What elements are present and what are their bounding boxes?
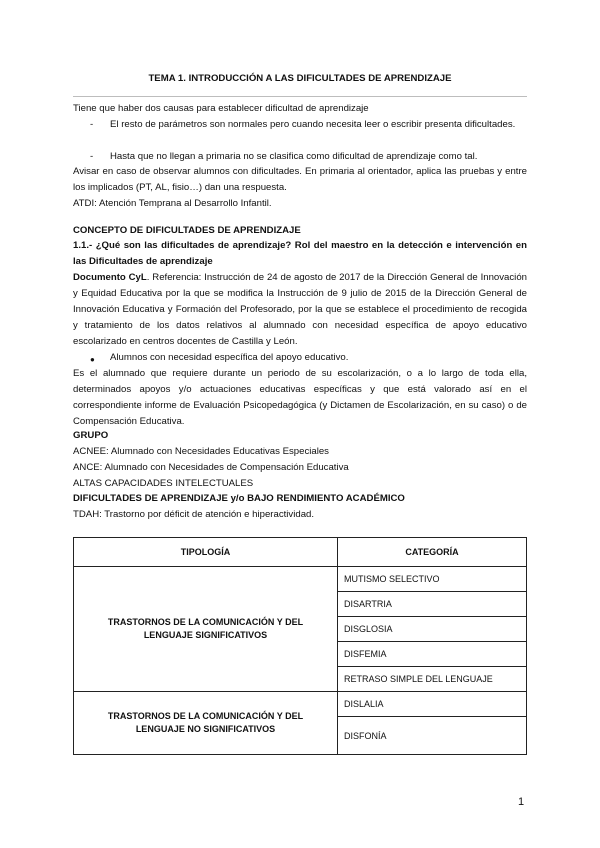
tipologia-table <box>73 537 527 755</box>
atdi-line: ATDI: Atención Temprana al Desarrollo Infantil. <box>73 198 272 209</box>
intro-item-2: Hasta que no llegan a primaria no se clasifica como dificultad de aprendizaje como tal. <box>110 151 478 162</box>
documento-paragraph <box>73 270 527 350</box>
documento-text: . Referencia: Instrucción de 24 de agosto de 2017 de la Dirección General de Innovación y Equidad Educativa por la que se modifica la Instrucción de 9 julio de 2015 de la Dirección General de Innovación Educativa y Formación del Profesorado, por la que se establece el procedimiento de recogida y tratamiento de los datos relativos al alumnado con necesidad específica de apoyo educativo escolarizado en centros docentes de Castilla y León. <box>73 272 527 347</box>
bullet-icon: ● <box>90 355 95 364</box>
acnee-line: ACNEE: Alumnado con Necesidades Educativas Especiales <box>73 446 329 457</box>
intro-item-1: El resto de parámetros son normales pero cuando necesita leer o escribir presenta dificultades. <box>110 119 516 130</box>
table-row <box>74 567 527 592</box>
title-divider <box>73 96 527 97</box>
grupo-heading: GRUPO <box>73 430 109 441</box>
dash-marker: - <box>90 119 94 130</box>
categoria-cell: DISFEMIA <box>338 642 527 667</box>
table-header: CATEGORÍA <box>338 538 527 567</box>
tdah-line: TDAH: Trastorno por déficit de atención e hiperactividad. <box>73 509 315 520</box>
categoria-cell: DISARTRIA <box>338 592 527 617</box>
tipologia-cell: TRASTORNOS DE LA COMUNICACIÓN Y DEL LENGUAJE NO SIGNIFICATIVOS <box>74 692 338 755</box>
categoria-cell: MUTISMO SELECTIVO <box>338 567 527 592</box>
table-header-row <box>74 538 527 567</box>
bullet-item: Alumnos con necesidad específica del apoyo educativo. <box>110 352 349 363</box>
table-header: TIPOLOGÍA <box>74 538 338 567</box>
table-row <box>74 692 527 717</box>
page-title: TEMA 1. INTRODUCCIÓN A LAS DIFICULTADES DE APRENDIZAJE <box>148 73 452 84</box>
alumnado-paragraph: Es el alumnado que requiere durante un periodo de su escolarización, o a lo largo de toda ella, determinados apoyos y/o actuaciones educativas específicas y que está valorado así en el correspondiente informe de Evaluación Psicopedagógica (y Dictamen de Escolarización, en su caso) o de Compensación Educativa. <box>73 368 527 427</box>
categoria-cell: RETRASO SIMPLE DEL LENGUAJE <box>338 667 527 692</box>
ance-line: ANCE: Alumnado con Necesidades de Compensación Educativa <box>73 462 349 473</box>
documento-label: Documento CyL <box>73 272 147 283</box>
dash-marker: - <box>90 151 94 162</box>
altas-line: ALTAS CAPACIDADES INTELECTUALES <box>73 478 254 489</box>
intro-paragraph: Avisar en caso de observar alumnos con dificultades. En primaria al orientador, aplica las pruebas y entre los implicados (PT, AL, fisio…) dan una respuesta. <box>73 166 527 193</box>
dificultades-line: DIFICULTADES DE APRENDIZAJE y/o BAJO RENDIMIENTO ACADÉMICO <box>73 493 405 504</box>
tipologia-cell: TRASTORNOS DE LA COMUNICACIÓN Y DEL LENGUAJE SIGNIFICATIVOS <box>74 567 338 692</box>
categoria-cell: DISFONÍA <box>338 717 527 755</box>
page-number: 1 <box>518 796 525 808</box>
categoria-cell: DISLALIA <box>338 692 527 717</box>
intro-line: Tiene que haber dos causas para establecer dificultad de aprendizaje <box>73 103 369 114</box>
categoria-cell: DISGLOSIA <box>338 617 527 642</box>
section-heading: CONCEPTO DE DIFICULTADES DE APRENDIZAJE <box>73 225 301 236</box>
section-question: 1.1.- ¿Qué son las dificultades de aprendizaje? Rol del maestro en la detección e intervención en las Dificultades de aprendizaje <box>73 240 527 267</box>
